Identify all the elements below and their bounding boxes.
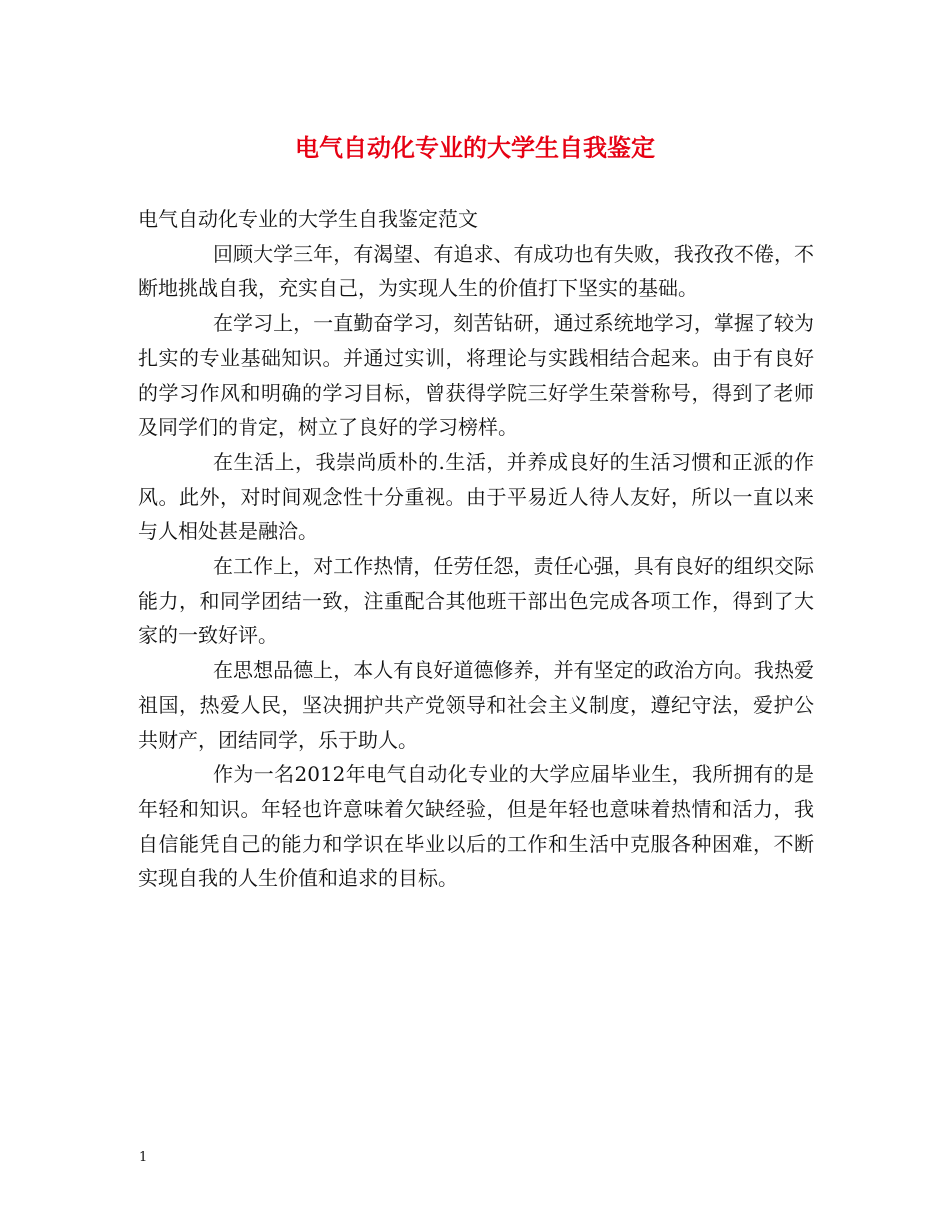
document-subtitle: 电气自动化专业的大学生自我鉴定范文 (138, 207, 478, 231)
document-title: 电气自动化专业的大学生自我鉴定 (295, 133, 655, 162)
paragraph-review: 回顾大学三年，有渴望、有追求、有成功也有失败，我孜孜不倦，不断地挑战自我，充实自己，为实现人生的价值打下坚实的基础。 (138, 241, 814, 301)
paragraph-morality: 在思想品德上，本人有良好道德修养，并有坚定的政治方向。我热爱祖国，热爱人民，坚决拥护共产党领导和社会主义制度，遵纪守法，爱护公共财产，团结同学，乐于助人。 (138, 658, 814, 752)
paragraph-graduate: 作为一名2012年电气自动化专业的大学应届毕业生，我所拥有的是年轻和知识。年轻也许意味着欠缺经验，但是年轻也意味着热情和活力，我自信能凭自己的能力和学识在毕业以后的工作和生活中克服各种困难，不断实现自我的人生价值和追求的目标。 (138, 762, 814, 891)
paragraph-work: 在工作上，对工作热情，任劳任怨，责任心强，具有良好的组织交际能力，和同学团结一致，注重配合其他班干部出色完成各项工作，得到了大家的一致好评。 (138, 554, 814, 648)
paragraph-life: 在生活上，我崇尚质朴的.生活，并养成良好的生活习惯和正派的作风。此外，对时间观念性十分重视。由于平易近人待人友好，所以一直以来与人相处甚是融洽。 (138, 449, 814, 544)
page-number: 1 (139, 1150, 148, 1165)
document-body (138, 202, 814, 896)
paragraph-study: 在学习上，一直勤奋学习，刻苦钻研，通过系统地学习，掌握了较为扎实的专业基础知识。并通过实训，将理论与实践相结合起来。由于有良好的学习作风和明确的学习目标，曾获得学院三好学生荣誉称号，得到了老师及同学们的肯定，树立了良好的学习榜样。 (138, 311, 814, 440)
